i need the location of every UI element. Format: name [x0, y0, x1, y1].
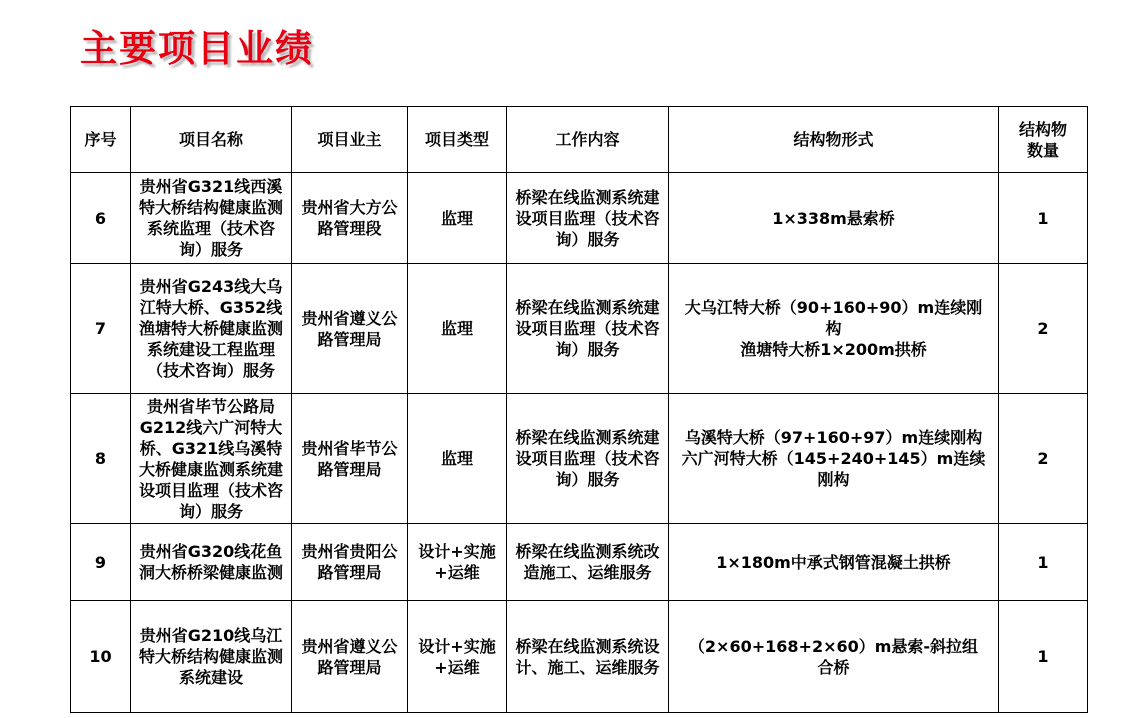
cell-type: 监理 [408, 394, 507, 524]
cell-project-name: 贵州省G210线乌江特大桥结构健康监测系统建设 [131, 601, 292, 713]
cell-structure-count: 1 [999, 601, 1088, 713]
cell-no: 8 [71, 394, 131, 524]
cell-owner: 贵州省毕节公路管理局 [292, 394, 408, 524]
structure-line: 1×180m中承式钢管混凝土拱桥 [716, 552, 951, 572]
cell-owner: 贵州省大方公路管理段 [292, 173, 408, 264]
table-row [71, 394, 1088, 524]
cell-no: 9 [71, 524, 131, 601]
cell-work-content: 桥梁在线监测系统建设项目监理（技术咨询）服务 [507, 264, 669, 394]
structure-line: 渔塘特大桥1×200m拱桥 [740, 340, 927, 359]
table-row [71, 173, 1088, 264]
cell-type: 设计+实施+运维 [408, 524, 507, 601]
cell-type: 设计+实施+运维 [408, 601, 507, 713]
cell-structure-count: 2 [999, 394, 1088, 524]
cell-type: 监理 [408, 173, 507, 264]
cell-owner: 贵州省贵阳公路管理局 [292, 524, 408, 601]
cell-work-content: 桥梁在线监测系统建设项目监理（技术咨询）服务 [507, 394, 669, 524]
table-row [71, 601, 1088, 713]
structure-line: 六广河特大桥（145+240+145）m连续刚构 [681, 449, 986, 489]
header-owner: 项目业主 [292, 107, 408, 173]
page-title: 主要项目业绩 [80, 27, 314, 70]
header-type: 项目类型 [408, 107, 507, 173]
cell-owner: 贵州省遵义公路管理局 [292, 264, 408, 394]
table-row [71, 524, 1088, 601]
structure-line: 1×338m悬索桥 [772, 208, 895, 228]
structure-line: （2×60+168+2×60）m悬索-斜拉组合桥 [688, 636, 979, 677]
cell-structure-form [669, 264, 999, 394]
cell-project-name: 贵州省G243线大乌江特大桥、G352线渔塘特大桥健康监测系统建设工程监理（技术咨询）服务 [131, 264, 292, 394]
structure-line: 乌溪特大桥（97+160+97）m连续刚构 [684, 428, 983, 447]
header-work-content: 工作内容 [507, 107, 669, 173]
cell-work-content: 桥梁在线监测系统建设项目监理（技术咨询）服务 [507, 173, 669, 264]
structure-line: 大乌江特大桥（90+160+90）m连续刚构 [684, 298, 983, 338]
cell-structure-form [669, 601, 999, 713]
cell-structure-form [669, 173, 999, 264]
cell-no: 7 [71, 264, 131, 394]
header-project-name: 项目名称 [131, 107, 292, 173]
cell-no: 10 [71, 601, 131, 713]
header-structure-count: 结构物数量 [999, 107, 1088, 173]
cell-work-content: 桥梁在线监测系统设计、施工、运维服务 [507, 601, 669, 713]
performance-table [70, 106, 1088, 713]
cell-type: 监理 [408, 264, 507, 394]
cell-project-name: 贵州省G321线西溪特大桥结构健康监测系统监理（技术咨询）服务 [131, 173, 292, 264]
cell-structure-form [669, 394, 999, 524]
cell-structure-count: 1 [999, 524, 1088, 601]
cell-owner: 贵州省遵义公路管理局 [292, 601, 408, 713]
cell-work-content: 桥梁在线监测系统改造施工、运维服务 [507, 524, 669, 601]
cell-structure-form [669, 524, 999, 601]
cell-structure-count: 1 [999, 173, 1088, 264]
table-header-row [71, 107, 1088, 173]
header-no: 序号 [71, 107, 131, 173]
cell-project-name: 贵州省G320线花鱼洞大桥桥梁健康监测 [131, 524, 292, 601]
cell-project-name: 贵州省毕节公路局G212线六广河特大桥、G321线乌溪特大桥健康监测系统建设项目监理（技术咨询）服务 [131, 394, 292, 524]
header-structure-form: 结构物形式 [669, 107, 999, 173]
cell-no: 6 [71, 173, 131, 264]
cell-structure-count: 2 [999, 264, 1088, 394]
table-row [71, 264, 1088, 394]
